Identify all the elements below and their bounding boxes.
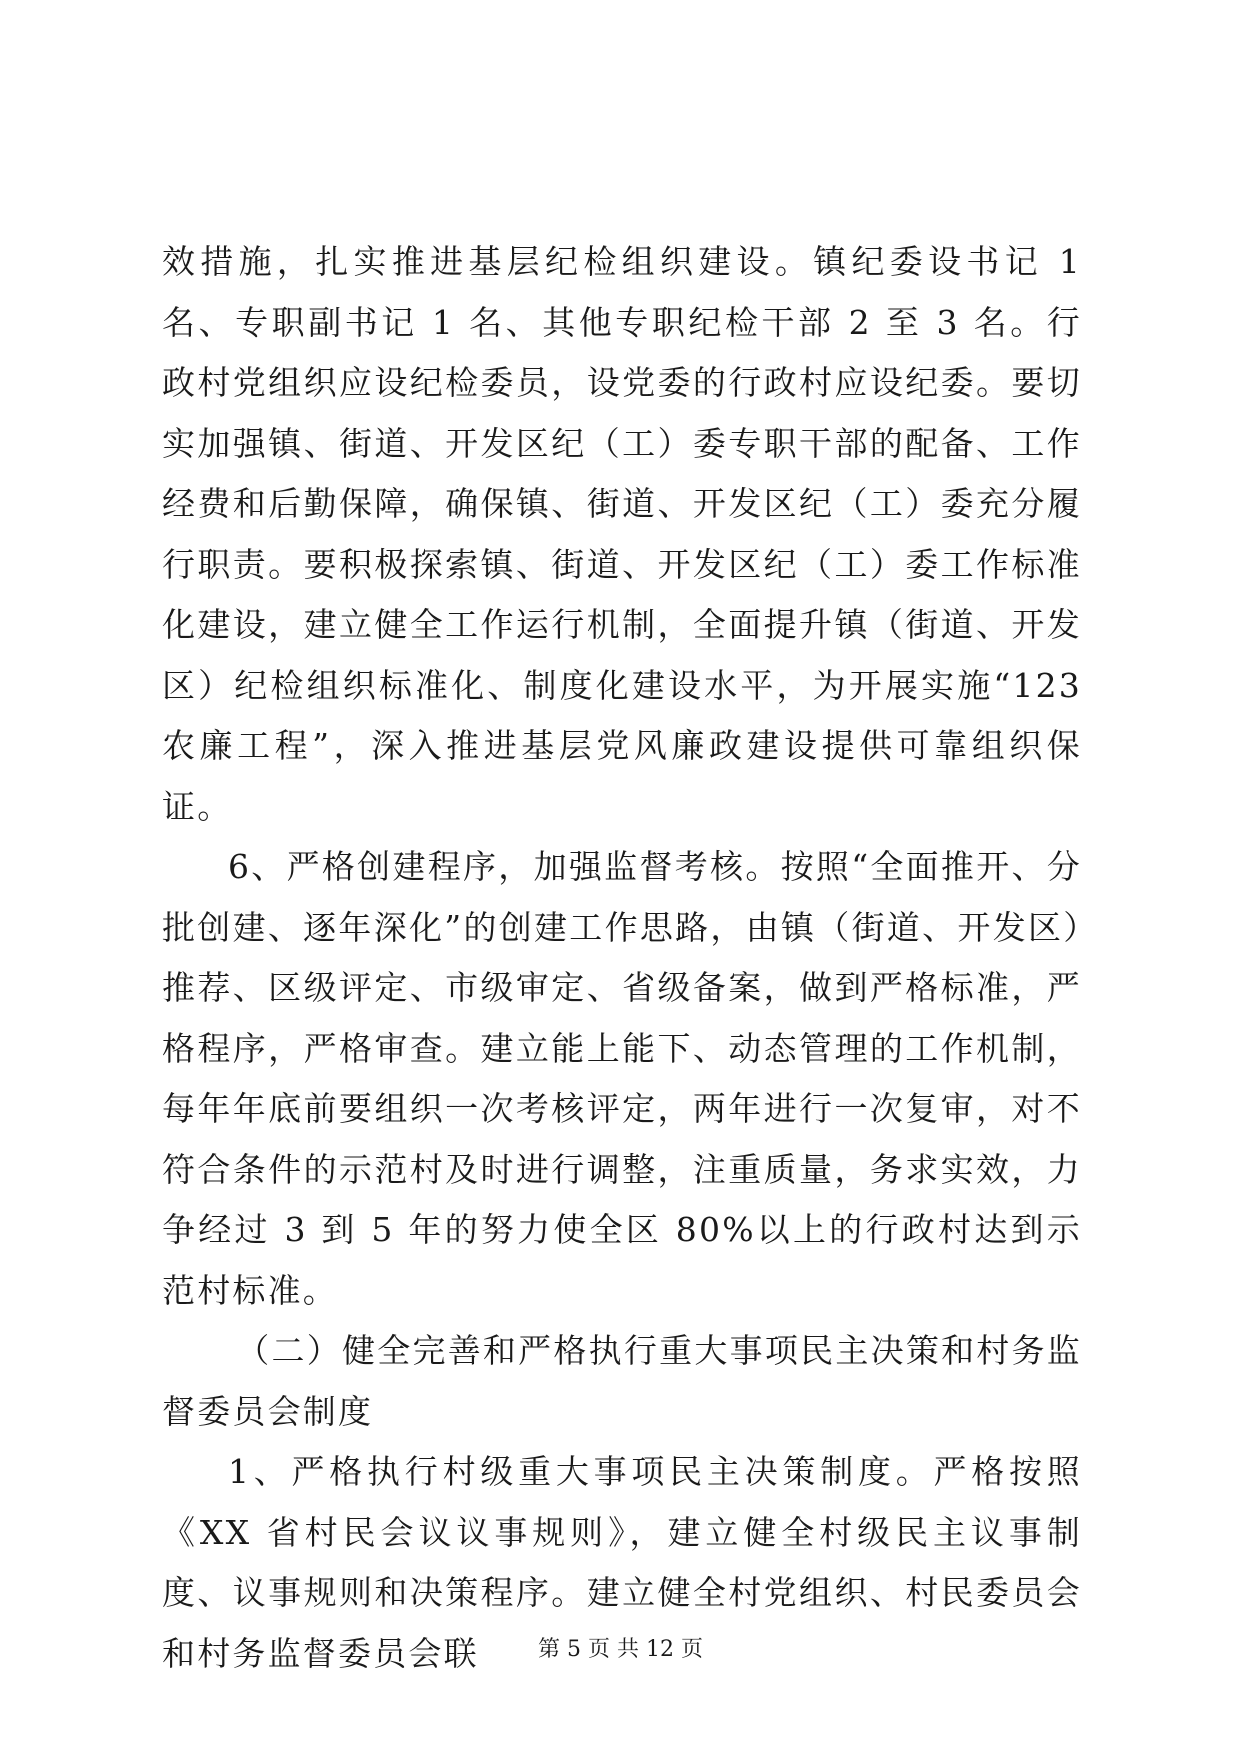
section-heading-2: （二）健全完善和严格执行重大事项民主决策和村务监督委员会制度 (162, 1331, 1082, 1431)
paragraph-item-1: 1、严格执行村级重大事项民主决策制度。严格按照《XX 省村民会议议事规则》，建立健全村级民主议事制度、议事规则和决策程序。建立健全村党组织、村民委员会和村务监督委员会联 (162, 1452, 1082, 1673)
page-number-label: 第 5 页 共 12 页 (538, 1637, 703, 1662)
page-footer (0, 1635, 1241, 1665)
paragraph-item-6: 6、严格创建程序，加强监督考核。按照“全面推开、分批创建、逐年深化”的创建工作思路，由镇（街道、开发区）推荐、区级评定、市级审定、省级备案，做到严格标准，严格程序，严格审查。建立能上能下、动态管理的工作机制，每年年底前要组织一次考核评定，两年进行一次复审，对不符合条件的示范村及时进行调整，注重质量，务求实效，力争经过 3 到 5 年的努力使全区 80%以上的行政村达到示范村标准。 (162, 847, 1082, 1310)
paragraph-continuation: 效措施，扎实推进基层纪检组织建设。镇纪委设书记 1 名、专职副书记 1 名、其他专职纪检干部 2 至 3 名。行政村党组织应设纪检委员，设党委的行政村应设纪委。要切实加强镇、街道、开发区纪（工）委专职干部的配备、工作经费和后勤保障，确保镇、街道、开发区纪（工）委充分履行职责。要积极探索镇、街道、开发区纪（工）委工作标准化建设，建立健全工作运行机制，全面提升镇（街道、开发区）纪检组织标准化、制度化建设水平，为开展实施“123 农廉工程”，深入推进基层党风廉政建设提供可靠组织保证。 (162, 242, 1082, 826)
document-body (162, 232, 1082, 1684)
